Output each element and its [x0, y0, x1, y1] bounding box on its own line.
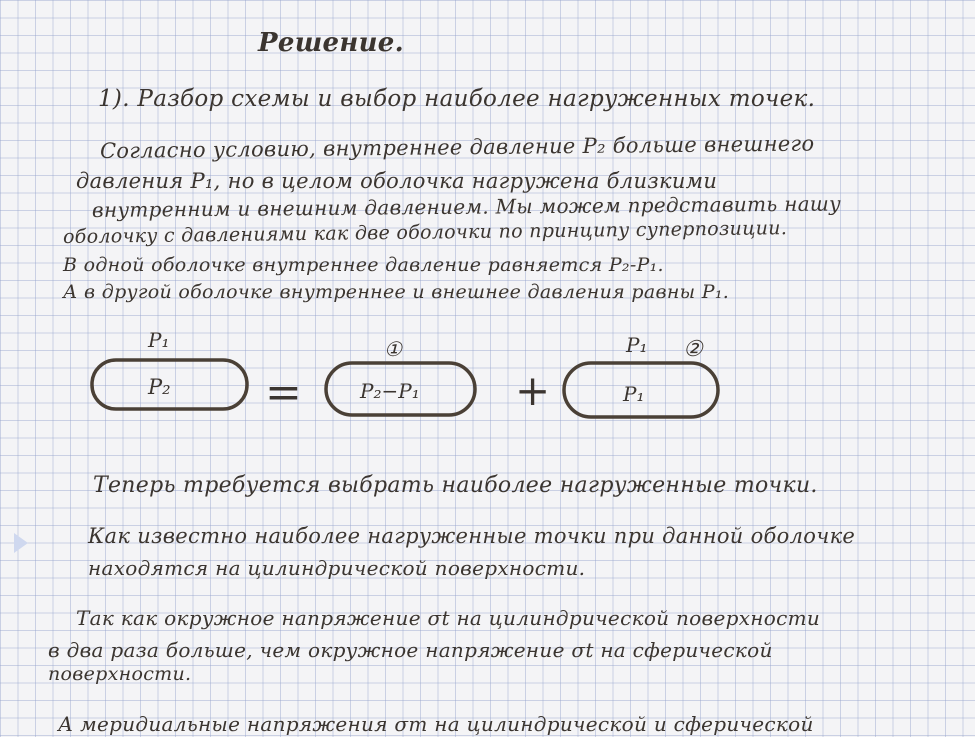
paragraph-line: поверхности. — [48, 663, 192, 685]
equals-sign: = — [265, 367, 302, 418]
paragraph-line: Теперь требуется выбрать наиболее нагруженные точки. — [93, 473, 818, 498]
paragraph-line: находятся на цилиндрической поверхности. — [88, 556, 586, 580]
section-heading: 1). Разбор схемы и выбор наиболее нагруженных точек. — [98, 86, 816, 112]
hole-punch-mark — [14, 533, 28, 553]
paragraph-line: А меридиальные напряжения σm на цилиндрической и сферической — [58, 712, 814, 736]
shell-1-inner-pressure: P₂−P₁ — [360, 379, 420, 403]
shell-main-outer-pressure: P₁ — [148, 328, 170, 352]
paragraph-line: В одной оболочке внутреннее давление равняется P₂-P₁. — [63, 254, 664, 276]
shell-main-inner-pressure: P₂ — [148, 375, 171, 399]
shell-2-outer-pressure: P₁ — [626, 333, 648, 357]
page-title: Решение. — [258, 28, 404, 58]
plus-sign: + — [515, 366, 551, 415]
paragraph-line: давления P₁, но в целом оболочка нагружена близкими — [76, 169, 718, 193]
shell-main — [92, 328, 247, 409]
paragraph-line: Так как окружное напряжение σt на цилиндрической поверхности — [76, 606, 821, 630]
paragraph-line: Согласно условию, внутреннее давление P₂ больше внешнего — [99, 131, 815, 163]
paragraph-line: внутренним и внешним давлением. Мы можем представить нашу — [91, 191, 842, 222]
shell-2-marker: ② — [683, 337, 703, 362]
shell-1 — [326, 337, 475, 415]
paragraph-line: А в другой оболочке внутреннее и внешнее давления равны P₁. — [63, 281, 730, 303]
shell-2-inner-pressure: P₁ — [623, 382, 645, 406]
shell-2 — [564, 333, 718, 417]
paragraph-line: оболочку с давлениями как две оболочки по принципу суперпозиции. — [62, 217, 788, 248]
paragraph-line: в два раза больше, чем окружное напряжение σt на сферической — [48, 638, 773, 662]
paragraph-line: Как известно наиболее нагруженные точки при данной оболочке — [88, 524, 856, 548]
shell-1-marker: ① — [384, 337, 402, 361]
